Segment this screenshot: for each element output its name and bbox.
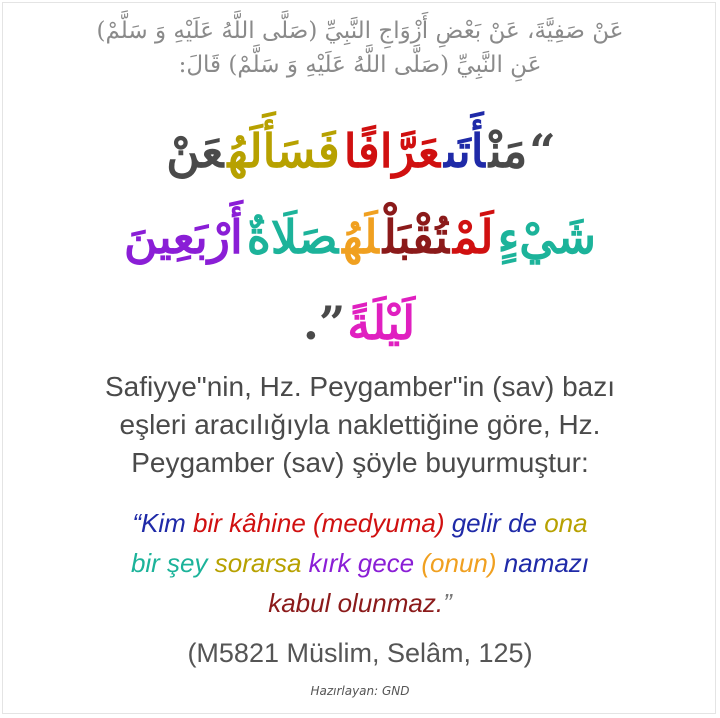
quote-line-2 (0, 543, 720, 583)
matn-word: شَيْءٍ (497, 210, 597, 264)
translation-line-2: eşleri aracılığıyla naklettiğine göre, Hz. (119, 409, 601, 440)
matn-word: أَتَى (444, 124, 485, 178)
matn-word: صَلَاةٌ (246, 210, 339, 264)
quote-segment: kabul olunmaz. (268, 588, 444, 618)
quote-segment: ona (536, 508, 588, 538)
matn-word: أَرْبَعِينَ (123, 210, 243, 264)
close-quote: ”. (302, 296, 346, 350)
quote-segment: namazı (496, 548, 590, 578)
quote-segment: “Kim (132, 508, 186, 538)
matn-line-2 (0, 194, 720, 280)
translation-line-3: Peygamber (sav) şöyle buyurmuştur: (131, 447, 589, 478)
quote-line-3 (0, 583, 720, 623)
quote-segment: gelir de (444, 508, 537, 538)
arabic-hadith-text (0, 108, 720, 366)
turkish-translation (0, 368, 720, 482)
quote-segment: ” (443, 588, 452, 618)
quote-segment: (onun) (414, 548, 497, 578)
quote-segment: bir şey (130, 548, 208, 578)
matn-word: فَسَأَلَهُ (227, 124, 340, 178)
translation-line-1: Safiyye"nin, Hz. Peygamber"in (sav) bazı (104, 371, 616, 402)
matn-line-3 (0, 280, 720, 366)
quote-segment: sorarsa (207, 548, 302, 578)
matn-word: عَرَّافًا (343, 124, 441, 178)
colored-quote (0, 503, 720, 623)
isnad-line-2: عَنِ النَّبِيِّ (صَلَّى اللَّهُ عَلَيْهِ وَ سَلَّمْ) قَالَ: (178, 52, 542, 78)
source-reference: (M5821 Müslim, Selâm, 125) (187, 638, 533, 668)
open-quote: “ (529, 124, 556, 178)
matn-word: تُقْبَلْ (382, 210, 449, 264)
quote-segment: bir kâhine (medyuma) (185, 508, 445, 538)
matn-word: مَنْ (488, 124, 528, 178)
matn-word: لَمْ (452, 210, 494, 264)
matn-word: لَيْلَةً (347, 296, 416, 350)
credit-text: Hazırlayan: GND (310, 684, 410, 698)
matn-line-1 (0, 108, 720, 194)
quote-line-1 (0, 503, 720, 543)
arabic-isnad (0, 14, 720, 82)
matn-word: عَنْ (166, 124, 224, 178)
matn-word: لَهُ (342, 210, 379, 264)
quote-segment: kırk gece (301, 548, 415, 578)
isnad-line-1: عَنْ صَفِيَّةَ، عَنْ بَعْضِ أَزْوَاجِ النَّبِيِّ (صَلَّى اللَّهُ عَلَيْهِ وَ سَلَّمْ) (96, 18, 624, 44)
